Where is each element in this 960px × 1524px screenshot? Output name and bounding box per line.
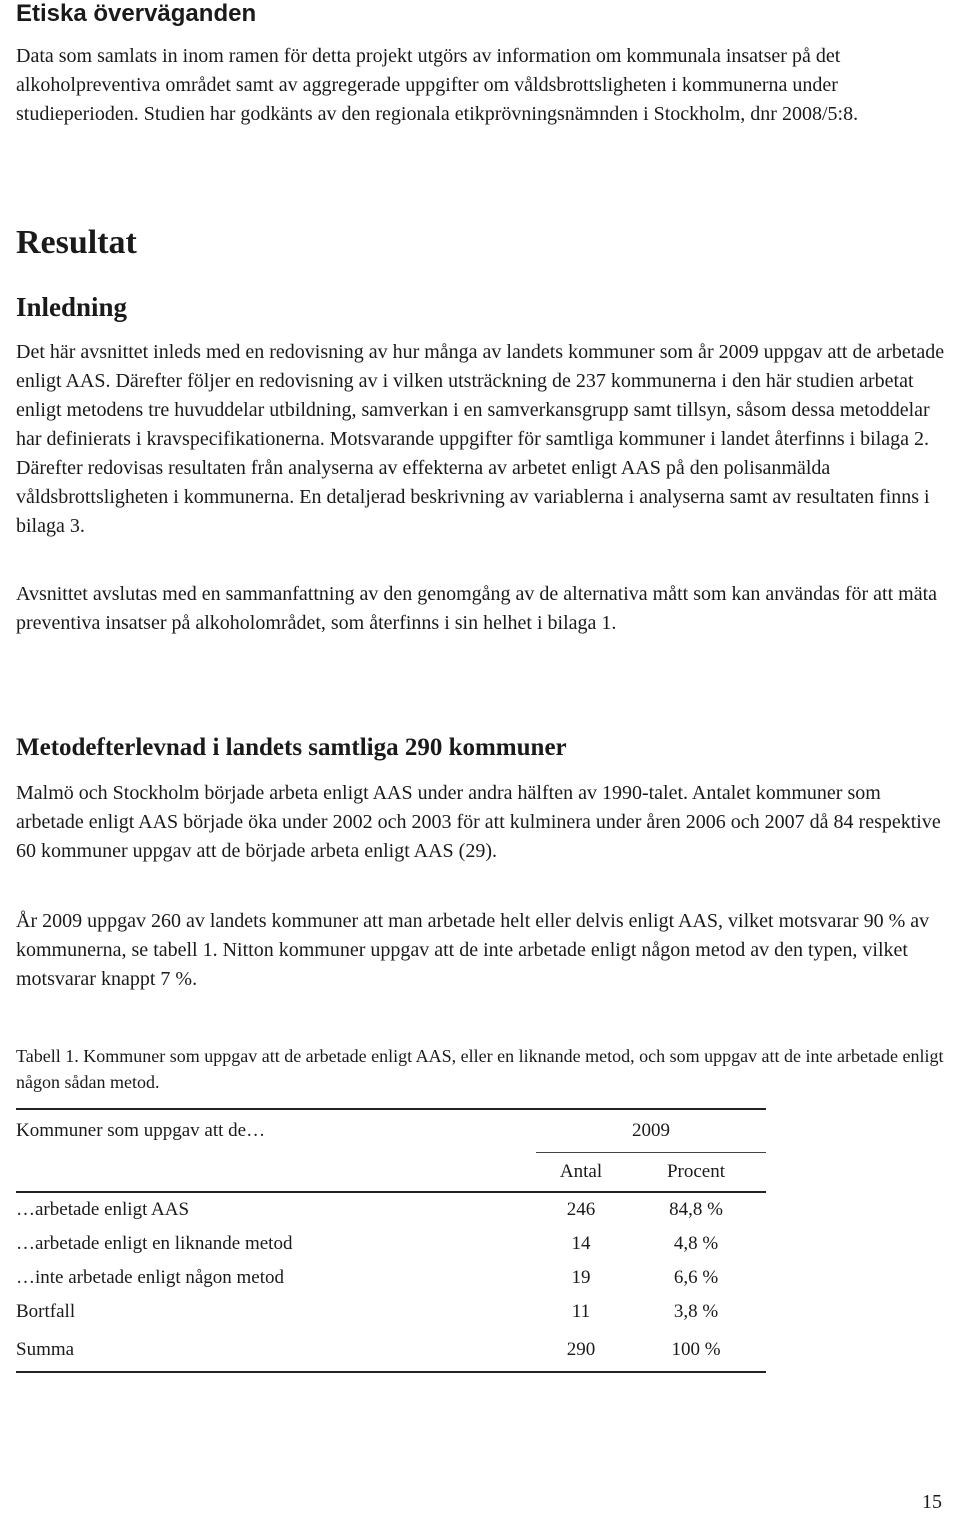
table-total-row: [16, 1329, 766, 1372]
table-row: [16, 1192, 766, 1227]
row-antal: 19: [571, 1267, 591, 1288]
data-table: [16, 1108, 766, 1373]
row-label: Bortfall: [16, 1301, 76, 1322]
row-procent: 84,8 %: [669, 1199, 723, 1220]
method-paragraph-2: År 2009 uppgav 260 av landets kommuner att man arbetade helt eller delvis enligt AAS, vilket motsvarar 90 % av kommunerna, se tabell 1. Nitton kommuner uppgav att de inte arbetade enligt någon metod av den typen, vilket motsvarar knappt 7 %.: [16, 910, 930, 990]
table-col-procent: Procent: [666, 1161, 726, 1182]
table-header-row: [16, 1109, 766, 1153]
row-antal: 14: [571, 1233, 591, 1254]
ethics-paragraph: Data som samlats in inom ramen för detta projekt utgörs av information om kommunala insatser på det alkoholpreventiva området samt av aggregerade uppgifter om våldsbrottsligheten i kommunerna under studieperioden. Studien har godkänts av den regionala etikprövningsnämnden i Stockholm, dnr 2008/5:8.: [16, 45, 859, 125]
row-procent: 3,8 %: [673, 1301, 719, 1322]
intro-heading: Inledning: [16, 292, 128, 322]
row-procent: 4,8 %: [673, 1233, 719, 1254]
total-antal: 290: [566, 1339, 596, 1360]
table-row: [16, 1227, 766, 1261]
row-procent: 6,6 %: [673, 1267, 719, 1288]
page-number: 15: [922, 1491, 942, 1513]
row-label: …inte arbetade enligt någon metod: [16, 1267, 285, 1288]
row-label: …arbetade enligt AAS: [16, 1199, 190, 1220]
method-heading: Metodefterlevnad i landets samtliga 290 kommuner: [16, 734, 567, 761]
ethics-heading: Etiska överväganden: [16, 0, 257, 27]
table-header-label: Kommuner som uppgav att de…: [16, 1120, 266, 1142]
method-paragraph-1: Malmö och Stockholm började arbeta enligt AAS under andra hälften av 1990-talet. Antalet kommuner som arbetade enligt AAS började öka under 2002 och 2003 för att kulminera under åren 2006 och 2007 då 84 respektive 60 kommuner uppgav att de började arbeta enligt AAS (29).: [16, 782, 941, 862]
intro-paragraph-1: Det här avsnittet inleds med en redovisning av hur många av landets kommuner som år 2009 uppgav att de arbetade enligt AAS. Därefter följer en redovisning av i vilken utsträckning de 237 kommunerna i den här studien arbetat enligt metodens tre huvuddelar utbildning, samverkan i en samverkansgrupp samt tillsyn, såsom dessa metoddelar har definierats i kravspecifikationerna. Motsvarande uppgifter för samtliga kommuner i landet återfinns i bilaga 2. Därefter redovisas resultaten från analyserna av effekterna av arbetet enligt AAS på den polisanmälda våldsbrottsligheten i kommunerna. En detaljerad beskrivning av variablerna i analyserna samt av resultaten finns i bilaga 3.: [16, 341, 945, 537]
total-label: Summa: [16, 1339, 75, 1360]
results-heading: Resultat: [16, 224, 137, 261]
row-antal: 246: [566, 1199, 596, 1220]
table-caption: Tabell 1. Kommuner som uppgav att de arbetade enligt AAS, eller en liknande metod, och som uppgav att de inte arbetade enligt någon sådan metod.: [16, 1046, 944, 1092]
table-year-header: 2009: [536, 1109, 766, 1153]
table-col-antal: Antal: [559, 1161, 603, 1182]
intro-paragraph-2: Avsnittet avslutas med en sammanfattning av den genomgång av de alternativa mått som kan användas för att mäta preventiva insatser på alkoholområdet, som återfinns i sin helhet i bilaga 1.: [16, 583, 938, 634]
total-procent: 100 %: [671, 1339, 721, 1360]
row-antal: 11: [571, 1301, 591, 1322]
table-subheader-empty: [16, 1153, 536, 1193]
table-subheader-row: [16, 1153, 766, 1193]
row-label: …arbetade enligt en liknande metod: [16, 1233, 293, 1254]
table-row: [16, 1295, 766, 1329]
table-row: [16, 1261, 766, 1295]
